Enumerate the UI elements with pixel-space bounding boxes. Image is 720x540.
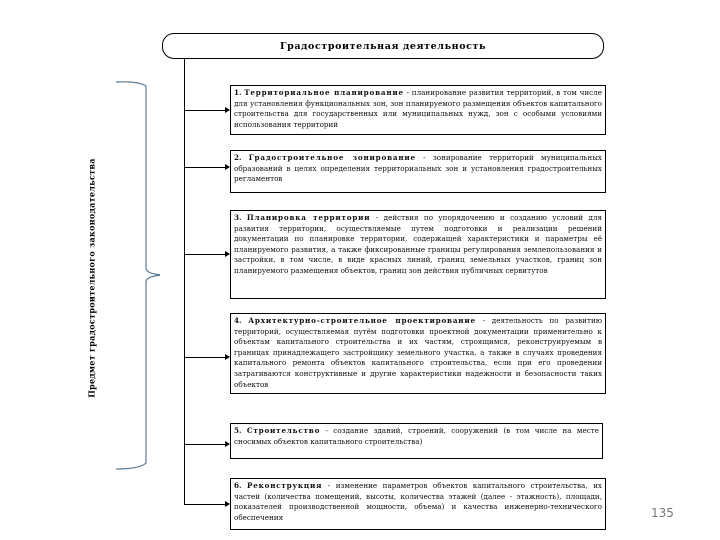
box-definition: - изменение параметров объектов капитального строительства, их частей (количества помещений, высоты, количества этажей (далее - этажность), площади, показателей производственной мощности, объема) и качества инженерно-технического обеспечения xyxy=(234,481,602,522)
definition-box-architectural-design xyxy=(230,313,606,394)
box-term: Реконструкция xyxy=(247,481,323,490)
definition-box-territory-layout xyxy=(230,210,606,299)
definition-box-territorial-planning xyxy=(230,85,606,135)
connector-branch-2 xyxy=(184,167,225,168)
box-number: 6. xyxy=(234,481,242,490)
header-box-urban-planning-activity xyxy=(162,33,604,59)
box-number: 4. xyxy=(234,316,242,325)
page-number: 135 xyxy=(651,506,674,520)
definition-box-reconstruction xyxy=(230,478,606,530)
connector-branch-6 xyxy=(184,504,225,505)
box-term: Архитектурно-строительное проектирование xyxy=(248,316,476,325)
connector-branch-1 xyxy=(184,110,225,111)
box-definition: - планирование развития территорий, в том числе для установления функциональных зон, зон планируемого размещения объектов капитального строительства для государственных или муниципальных нужд, зон с особыми условиями использования территорий xyxy=(234,88,602,129)
box-definition: - зонирование территорий муниципальных образований в целях определения территориальных зон и установления градостроительных регламентов xyxy=(234,153,602,184)
box-term: Строительство xyxy=(246,426,321,435)
definition-box-zoning xyxy=(230,150,606,193)
definition-box-construction xyxy=(230,423,603,459)
box-term: Градостроительное зонирование xyxy=(248,153,416,162)
connector-branch-4 xyxy=(184,357,225,358)
box-number: 3. xyxy=(234,213,242,222)
connector-trunk-line xyxy=(184,59,185,504)
box-definition: - создание зданий, строений, сооружений (в том числе на месте сносимых объектов капитального строительства) xyxy=(234,426,599,446)
box-number: 2. xyxy=(234,153,242,162)
side-label-text: Предмет градостроительного законодательства xyxy=(87,158,98,398)
box-definition: - действия по упорядочению и созданию условий для развития территории, осуществляемые путем подготовки и реализации решений документации по планировке территории, содержащей характеристики и параметры её планируемого развития, а также фиксированные границы регулирования землепользования и застройки, в том числе, в виде красных линий, границ земельных участков, границ зон планируемого размещения объектов, границ зон действия публичных сервитутов xyxy=(234,213,602,275)
header-title: Градостроительная деятельность xyxy=(279,40,487,52)
box-term: Планировка территории xyxy=(246,213,371,222)
curly-brace-icon xyxy=(110,78,160,473)
box-definition: - деятельность по развитию территорий, осуществляемая путём подготовки проектной документации применительно к объектам капитального строительства и их частям, строящимся, реконструируемым в границах принадлежащего застройщику земельного участка, а также в случаях проведения капитального ремонта объектов капитального строительства, если при его проведении затрагиваются конструктивные и другие характеристики надежности и безопасности таких объектов xyxy=(234,316,602,389)
connector-branch-5 xyxy=(184,444,225,445)
side-label-subject-of-legislation xyxy=(72,150,112,406)
connector-branch-3 xyxy=(184,254,225,255)
box-term: Территориальное планирование xyxy=(244,88,404,97)
box-number: 1. xyxy=(234,88,242,97)
box-number: 5. xyxy=(234,426,242,435)
